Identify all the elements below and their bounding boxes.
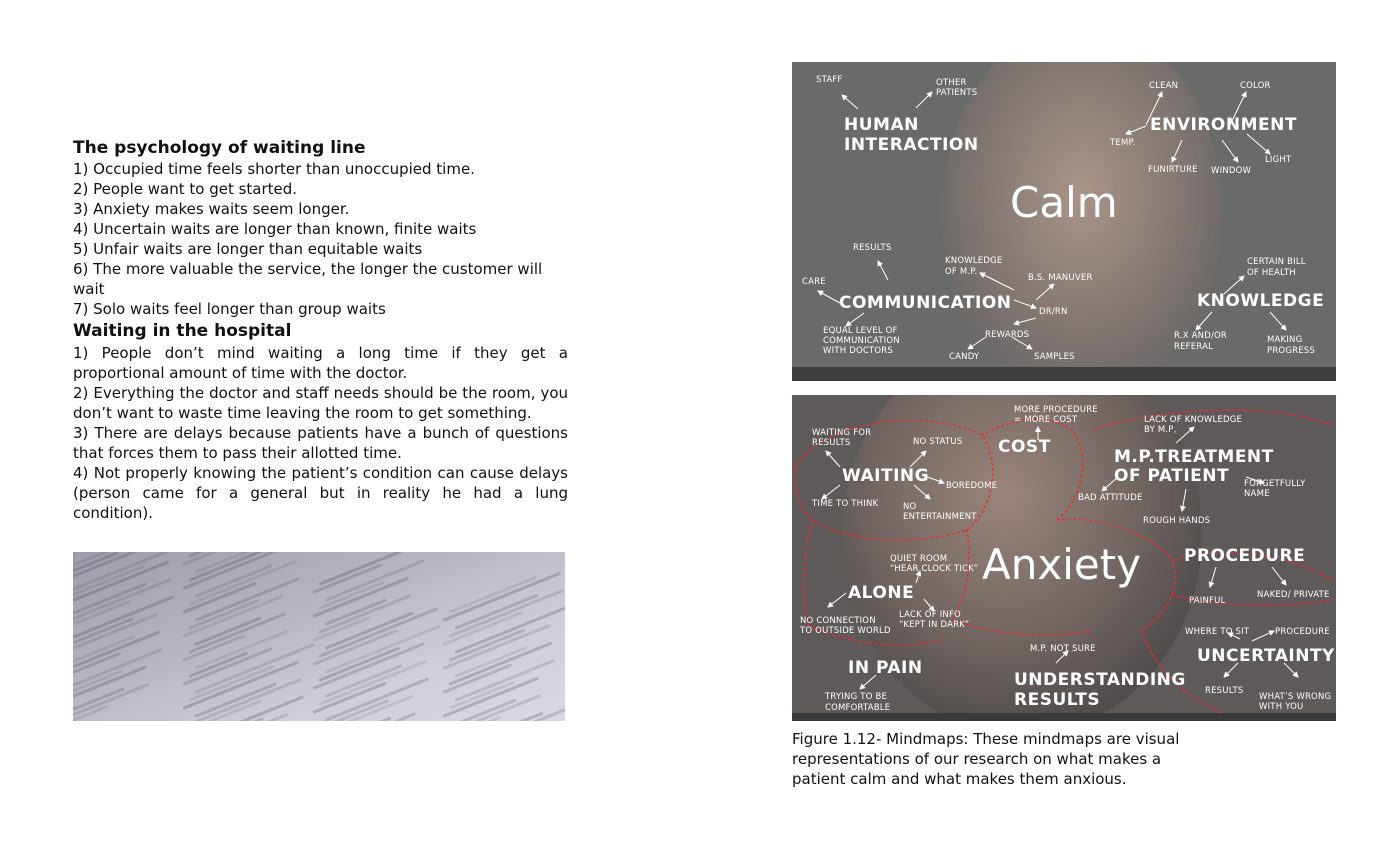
equal-level-label-1: EQUAL LEVEL OF — [823, 326, 898, 336]
no-connection-label-1: NO CONNECTION — [800, 616, 876, 626]
cost-title: COST — [998, 437, 1051, 457]
window-label: WINDOW — [1211, 166, 1252, 176]
time-to-think-label: TIME TO THINK — [812, 499, 879, 509]
list-item: 3) Anxiety makes waits seem longer. — [73, 200, 350, 218]
list-item: 1) People don’t mind waiting a long time if they get a proportional amount of time with the doctor. — [73, 344, 568, 382]
uncertainty-results-label: RESULTS — [1205, 686, 1244, 696]
trying-comfortable-label-1: TRYING TO BE — [825, 692, 888, 702]
lack-info-label-1: LACK OF INFO — [899, 610, 961, 620]
list-item: 1) Occupied time feels shorter than unoccupied time. — [73, 160, 475, 178]
treatment-title-2: OF PATIENT — [1114, 466, 1230, 486]
rough-hands-label: ROUGH HANDS — [1143, 516, 1211, 526]
list-item: 2) People want to get started. — [73, 180, 298, 198]
quiet-room-label-2: “HEAR CLOCK TICK” — [890, 564, 979, 574]
waiting-title: WAITING — [842, 466, 930, 486]
no-status-label: NO STATUS — [913, 437, 963, 447]
furniture-label: FUNIRTURE — [1148, 165, 1198, 175]
caption-line: Figure 1.12- Mindmaps: These mindmaps are visual — [792, 730, 1180, 748]
list-item: 5) Unfair waits are longer than equitable waits — [73, 240, 423, 258]
quiet-room-label-1: QUIET ROOM — [890, 554, 948, 564]
book-pages-photo — [73, 552, 565, 721]
making-progress-label-2: PROGRESS — [1267, 346, 1315, 356]
list-item: 4) Uncertain waits are longer than known, finite waits — [73, 220, 477, 238]
list-item: 3) There are delays because patients have a bunch of questions that forces them to pass their allotted time. — [73, 424, 568, 462]
environment-title: ENVIRONMENT — [1150, 115, 1297, 135]
other-patients-label-2: PATIENTS — [936, 88, 978, 98]
in-pain-title: IN PAIN — [848, 658, 923, 678]
calm-center-label: Calm — [1010, 178, 1118, 227]
uncertainty-title: UNCERTAINTY — [1197, 646, 1335, 666]
color-label: COLOR — [1240, 81, 1271, 91]
list-item: 2) Everything the doctor and staff needs should be the room, you don’t want to waste time leaving the room to get something. — [73, 384, 568, 422]
bs-manuver-label: B.S. MANUVER — [1028, 273, 1093, 283]
forgetfully-name-label-1: FORGETFULLY — [1244, 479, 1306, 489]
mp-not-sure-label: M.P. NOT SURE — [1030, 644, 1096, 654]
lack-info-label-2: “KEPT IN DARK” — [899, 620, 970, 630]
communication-title: COMMUNICATION — [839, 293, 1012, 313]
figure-caption — [792, 729, 1192, 789]
lack-knowledge-label-2: BY M.P, — [1144, 425, 1177, 435]
lack-knowledge-label-1: LACK OF KNOWLEDGE — [1144, 415, 1243, 425]
no-entertainment-label-2: ENTERTAINMENT — [903, 512, 977, 522]
boredome-label: BOREDOME — [946, 481, 998, 491]
bad-attitude-label: BAD ATTITUDE — [1078, 493, 1143, 503]
hospital-list — [73, 343, 568, 523]
knowledge-of-mp-label-1: KNOWLEDGE — [945, 256, 1003, 266]
anxiety-mindmap — [792, 395, 1336, 721]
photo-text-line — [318, 594, 411, 634]
list-item: 4) Not properly knowing the patient’s condition can cause delays (person came for a general but in reality he had a lung condition). — [73, 464, 568, 522]
alone-title: ALONE — [848, 583, 915, 603]
drrn-label: DR/RN — [1039, 307, 1068, 317]
calm-mindmap — [792, 62, 1336, 381]
trying-comfortable-label-2: COMFORTABLE — [825, 703, 891, 713]
samples-label: SAMPLES — [1034, 352, 1075, 362]
rx-referral-label-2: REFERAL — [1174, 342, 1214, 352]
treatment-title-1: M.P.TREATMENT — [1114, 447, 1274, 467]
waiting-results-label-2: RESULTS — [812, 438, 851, 448]
knowledge-title: KNOWLEDGE — [1197, 291, 1325, 311]
candy-label: CANDY — [949, 352, 980, 362]
certain-bill-label-2: OF HEALTH — [1247, 268, 1296, 278]
caption-line: representations of our research on what makes a — [792, 750, 1162, 768]
painful-label: PAINFUL — [1189, 596, 1226, 606]
more-cost-label-2: = MORE COST — [1014, 415, 1078, 425]
other-patients-label-1: OTHER — [936, 78, 967, 88]
caption-line: patient calm and what makes them anxious. — [792, 770, 1127, 788]
rx-referral-label-1: R.X AND/OR — [1174, 331, 1228, 341]
knowledge-of-mp-label-2: OF M.P. — [945, 267, 978, 277]
more-cost-label-1: MORE PROCEDURE — [1014, 405, 1098, 415]
waiting-results-label-1: WAITING FOR — [812, 428, 872, 438]
equal-level-label-2: COMMUNICATION — [823, 336, 900, 346]
photo-text-line — [448, 576, 536, 614]
human-interaction-title-1: HUMAN — [844, 115, 919, 135]
anxiety-center-label: Anxiety — [982, 540, 1142, 589]
hospital-title: Waiting in the hospital — [73, 321, 292, 341]
making-progress-label-1: MAKING — [1267, 335, 1303, 345]
no-entertainment-label-1: NO — [903, 502, 917, 512]
procedure-title: PROCEDURE — [1184, 546, 1306, 566]
staff-label: STAFF — [816, 75, 843, 85]
psychology-title: The psychology of waiting line — [73, 138, 366, 158]
care-label: CARE — [802, 277, 826, 287]
human-interaction-title-2: INTERACTION — [844, 135, 979, 155]
equal-level-label-3: WITH DOCTORS — [823, 346, 893, 356]
whats-wrong-label-2: WITH YOU — [1259, 702, 1304, 712]
psychology-list — [73, 159, 568, 319]
no-connection-label-2: TO OUTSIDE WORLD — [800, 626, 891, 636]
where-to-sit-label: WHERE TO SIT — [1185, 627, 1250, 637]
light-label: LIGHT — [1265, 155, 1292, 165]
forgetfully-name-label-2: NAME — [1244, 489, 1270, 499]
list-item: 7) Solo waits feel longer than group waits — [73, 300, 386, 318]
understanding-title-1: UNDERSTANDING — [1014, 670, 1186, 690]
temp-label: TEMP. — [1110, 138, 1136, 148]
understanding-title-2: RESULTS — [1014, 690, 1101, 710]
whats-wrong-label-1: WHAT’S WRONG — [1259, 692, 1332, 702]
rewards-label: REWARDS — [985, 330, 1030, 340]
uncertainty-procedure-label: PROCEDURE — [1275, 627, 1330, 637]
naked-private-label: NAKED/ PRIVATE — [1257, 590, 1330, 600]
results-label: RESULTS — [853, 243, 892, 253]
list-item: 6) The more valuable the service, the longer the customer will wait — [73, 260, 543, 298]
clean-label: CLEAN — [1149, 81, 1179, 91]
certain-bill-label-1: CERTAIN BILL — [1247, 257, 1306, 267]
